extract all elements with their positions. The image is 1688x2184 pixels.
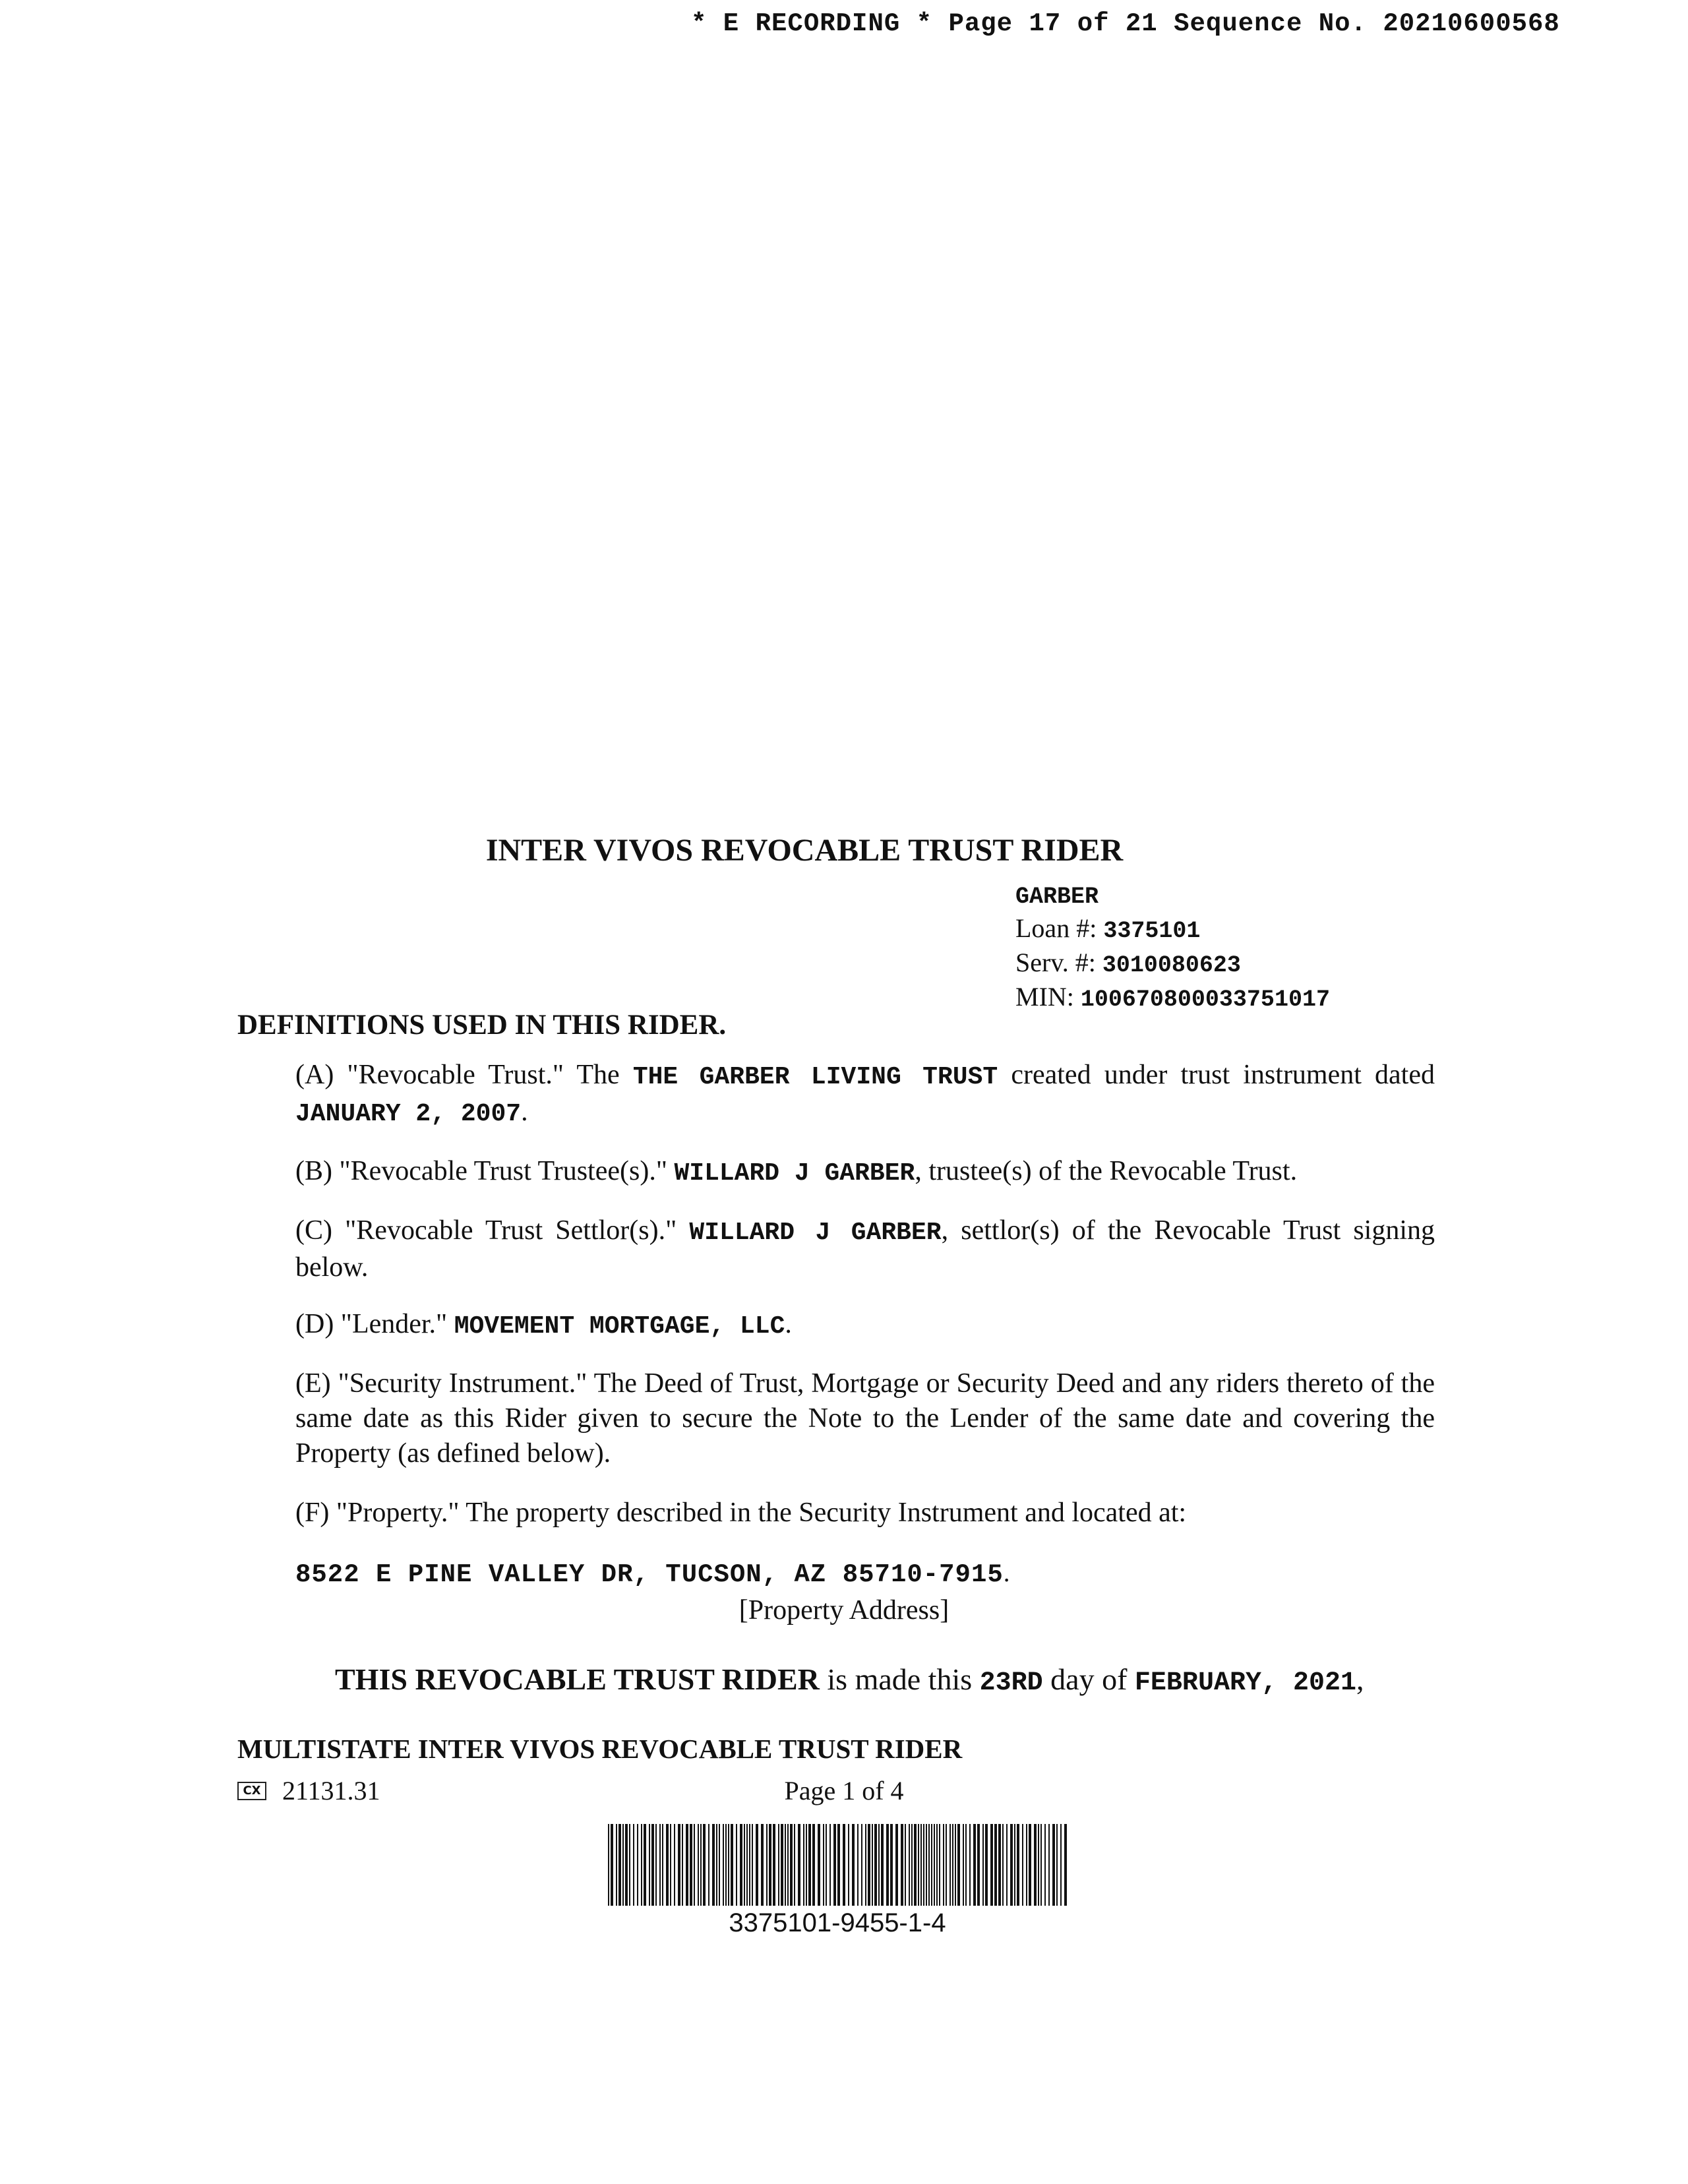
settlor-name: WILLARD J GARBER	[689, 1219, 942, 1247]
trust-name: THE GARBER LIVING TRUST	[632, 1063, 998, 1091]
definition-d-suffix: .	[785, 1309, 792, 1339]
page-number: Page 1 of 4	[784, 1776, 904, 1805]
footer-form-info	[237, 1775, 380, 1806]
rider-made-lead: THIS REVOCABLE TRUST RIDER	[335, 1662, 820, 1696]
loan-number-label: Loan #:	[1015, 913, 1104, 943]
definitions-heading: DEFINITIONS USED IN THIS RIDER.	[237, 1010, 727, 1041]
loan-number: 3375101	[1103, 918, 1201, 944]
definition-e: (E) "Security Instrument." The Deed of Trust, Mortgage or Security Deed and any riders thereto of the same date as this Rider given to secure the Note to the Lender of the same date and covering the Property (as defined below).	[295, 1368, 1435, 1469]
definition-b	[295, 1154, 1435, 1191]
definition-a-middle: created under trust instrument dated	[998, 1060, 1435, 1090]
loan-info-block	[1015, 881, 1330, 1016]
trustee-name: WILLARD J GARBER	[674, 1159, 915, 1188]
lender-name: MOVEMENT MORTGAGE, LLC	[454, 1312, 785, 1341]
rider-month-year: FEBRUARY, 2021	[1134, 1668, 1356, 1698]
rider-made-statement	[335, 1662, 1435, 1698]
footer-form-title: MULTISTATE INTER VIVOS REVOCABLE TRUST RIDER	[237, 1734, 963, 1764]
rider-made-text2: day of	[1042, 1662, 1135, 1696]
definition-c-prefix: (C) "Revocable Trust Settlor(s)."	[295, 1215, 690, 1246]
property-address-suffix: .	[1003, 1559, 1011, 1587]
min-number: 100670800033751017	[1080, 986, 1330, 1013]
definition-a-suffix: .	[521, 1097, 528, 1127]
document-title: INTER VIVOS REVOCABLE TRUST RIDER	[485, 833, 1124, 868]
rider-made-suffix: ,	[1356, 1662, 1364, 1696]
serv-number: 3010080623	[1102, 952, 1241, 979]
definition-b-prefix: (B) "Revocable Trust Trustee(s)."	[295, 1156, 675, 1186]
trust-date: JANUARY 2, 2007	[295, 1100, 522, 1128]
definition-b-suffix: , trustee(s) of the Revocable Trust.	[915, 1156, 1298, 1186]
property-address-value: 8522 E PINE VALLEY DR, TUCSON, AZ 85710-7915	[295, 1560, 1004, 1589]
loan-number-line	[1015, 913, 1330, 947]
form-number: 21131.31	[282, 1776, 380, 1805]
serv-number-label: Serv. #:	[1015, 948, 1102, 977]
min-number-line	[1015, 981, 1330, 1016]
definition-d-prefix: (D) "Lender."	[295, 1309, 454, 1339]
cx-logo-icon: CX	[237, 1782, 266, 1800]
property-address-label: [Property Address]	[738, 1595, 950, 1625]
barcode-number: 3375101-9455-1-4	[729, 1908, 946, 1937]
rider-day: 23RD	[979, 1668, 1043, 1698]
borrower-name: GARBER	[1015, 884, 1099, 910]
min-number-label: MIN:	[1015, 982, 1081, 1012]
definition-f: (F) "Property." The property described in the Security Instrument and located at:	[295, 1498, 1187, 1528]
recording-header: * E RECORDING * Page 17 of 21 Sequence No. 20210600568	[691, 9, 1560, 38]
property-address	[295, 1558, 1011, 1589]
rider-made-text1: is made this	[819, 1662, 980, 1696]
definition-d	[295, 1307, 1435, 1344]
definition-a	[295, 1058, 1435, 1132]
barcode-icon	[607, 1824, 1068, 1906]
definition-a-prefix: (A) "Revocable Trust." The	[295, 1060, 633, 1090]
definition-c-suffix: , settlor(s) of the Revocable Trust signing below.	[295, 1215, 1435, 1283]
serv-number-line	[1015, 947, 1330, 981]
definition-c	[295, 1213, 1435, 1285]
